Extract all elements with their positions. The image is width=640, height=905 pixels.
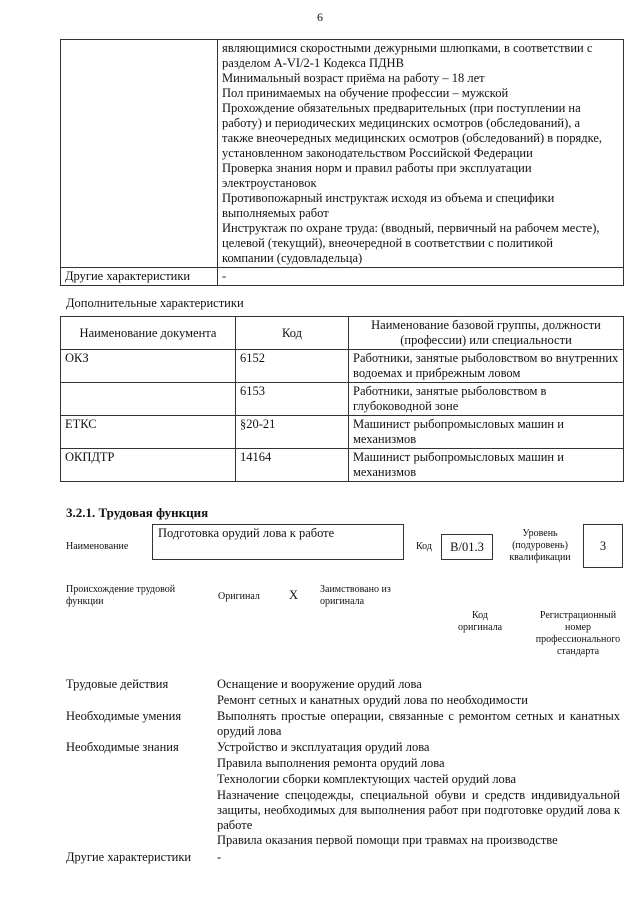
other-value: - (218, 268, 624, 286)
other-label: Другие характеристики (66, 850, 192, 864)
code-label: Код (416, 541, 432, 552)
skills-label: Необходимые умения (66, 709, 182, 723)
knowledge-item: Правила оказания первой помощи при травмах на производстве (217, 833, 558, 847)
action-item: Ремонт сетных и канатных орудий лова по необходимости (217, 693, 528, 707)
other-label: Другие характеристики (61, 268, 218, 286)
knowledge-item: Устройство и эксплуатация орудий лова (217, 740, 430, 754)
req-line: компании (судовладельца) (222, 251, 363, 265)
cell-group: Работники, занятые рыболовством в глубоководной зоне (349, 383, 624, 416)
table-row (61, 449, 624, 482)
name-label: Наименование (66, 541, 129, 552)
page-number: 6 (317, 10, 323, 24)
req-line: установленном законодательством Российской Федерации (222, 146, 533, 160)
knowledge-item: Правила выполнения ремонта орудий лова (217, 756, 445, 770)
req-line: также внеочередных медицинских осмотров (обследований) в порядке, (222, 131, 603, 145)
level-label: Уровень (подуровень) квалификации (509, 528, 571, 563)
req-line: Минимальный возраст приёма на работу – 18 лет (222, 71, 485, 85)
cell-document (61, 383, 236, 416)
origin-label: Происхождение трудовой функции (66, 584, 176, 607)
table-row (61, 416, 624, 449)
cell-code: 6153 (236, 383, 349, 416)
action-item: Оснащение и вооружение орудий лова (217, 677, 422, 691)
table-row (61, 383, 624, 416)
function-name: Подготовка орудий лова к работе (152, 524, 404, 560)
cell-code: 6152 (236, 350, 349, 383)
req-line: Проверка знания норм и правил работы при эксплуатации (222, 161, 532, 175)
cell-document: ОКПДТР (61, 449, 236, 482)
req-line: Противопожарный инструктаж исходя из объема и специфики (222, 191, 555, 205)
cell-document: ЕТКС (61, 416, 236, 449)
additional-table (60, 316, 624, 482)
reg-number-label: Регистрационный номер профессионального стандарта (535, 610, 621, 657)
knowledge-item: Технологии сборки комплектующих частей орудий лова (217, 772, 517, 786)
req-line: Инструктаж по охране труда: (вводный, первичный на рабочем месте), (222, 221, 600, 235)
code-value: B/01.3 (441, 534, 493, 560)
col-header-document: Наименование документа (61, 317, 236, 350)
borrowed-label: Заимствовано из оригинала (320, 584, 391, 607)
requirements-table (60, 39, 624, 286)
req-line: работу) и периодических медицинских осмотров (обследований), а (222, 116, 581, 130)
cell-code: 14164 (236, 449, 349, 482)
cell-group: Работники, занятые рыболовством во внутренних водоемах и прибрежным ловом (349, 350, 624, 383)
knowledge-label: Необходимые знания (66, 740, 179, 754)
knowledge-item: Назначение спецодежды, специальной обуви и средств индивидуальной защиты, необходимых для выполнения работ при подготовке орудий лова к работе (217, 788, 620, 832)
table-row (61, 350, 624, 383)
section-heading: 3.2.1. Трудовая функция (66, 505, 209, 520)
actions-label: Трудовые действия (66, 677, 169, 691)
req-line: Пол принимаемых на обучение профессии – мужской (222, 86, 509, 100)
cell-group: Машинист рыбопромысловых машин и механизмов (349, 416, 624, 449)
original-label: Оригинал (218, 591, 260, 602)
req-line: выполняемых работ (222, 206, 329, 220)
level-value: 3 (583, 524, 623, 568)
req-line: целевой (текущий), внеочередной в соответствии с политикой (222, 236, 553, 250)
col-header-code: Код (236, 317, 349, 350)
requirements-cell (218, 40, 624, 268)
col-header-group: Наименование базовой группы, должности (профессии) или специальности (349, 317, 624, 350)
original-mark: X (289, 588, 299, 602)
requirements-label-cell (61, 40, 218, 268)
cell-code: §20-21 (236, 416, 349, 449)
req-line: являющимися скоростными дежурными шлюпками, в соответствии с (222, 41, 593, 55)
req-line: разделом A-VI/2-1 Кодекса ПДНВ (222, 56, 404, 70)
skills-text: Выполнять простые операции, связанные с ремонтом сетных и канатных орудий лова (217, 709, 620, 738)
code-original-label: Код оригинала (457, 610, 503, 633)
other-value: - (217, 850, 222, 864)
cell-document: ОКЗ (61, 350, 236, 383)
additional-heading: Дополнительные характеристики (66, 296, 244, 310)
cell-group: Машинист рыбопромысловых машин и механизмов (349, 449, 624, 482)
req-line: Прохождение обязательных предварительных (при поступлении на (222, 101, 581, 115)
req-line: электроустановок (222, 176, 317, 190)
